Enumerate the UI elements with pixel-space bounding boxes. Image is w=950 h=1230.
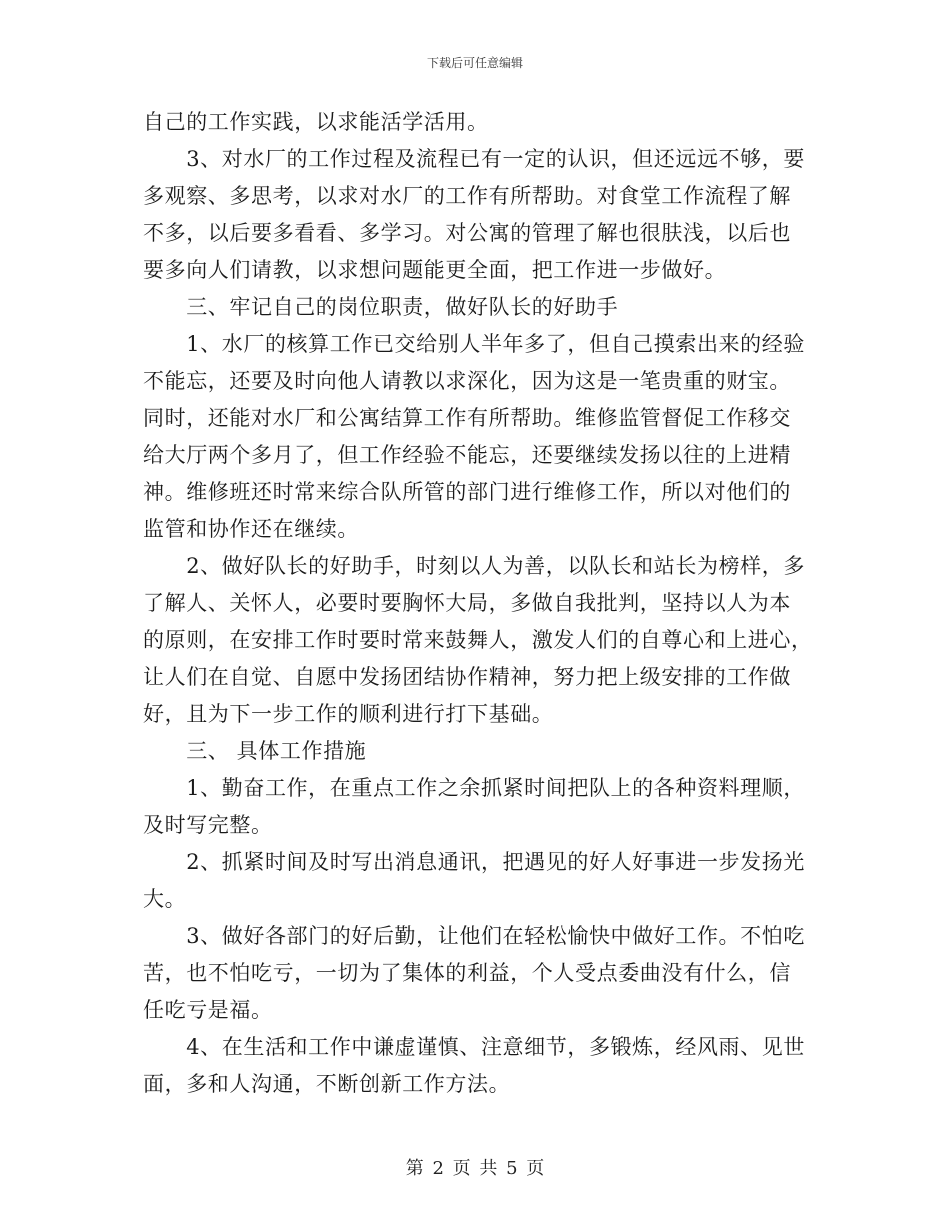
section-heading: 三、 具体工作措施 <box>143 739 367 763</box>
text-line: 好，且为下一步工作的顺利进行打下基础。 <box>143 702 554 726</box>
text-line: 1、水厂的核算工作已交给别人半年多了，但自己摸索出来的经验 <box>143 332 805 356</box>
text-line: 不多，以后要多看看、多学习。对公寓的管理了解也很肤浅，以后也 <box>143 221 791 245</box>
page-header: 下载后可任意编辑 <box>426 56 523 70</box>
text-line: 4、在生活和工作中谦虚谨慎、注意细节，多锻炼，经风雨、见世 <box>143 1035 805 1059</box>
document-body <box>143 104 813 1103</box>
text-line: 神。维修班还时常来综合队所管的部门进行维修工作，所以对他们的 <box>143 480 791 504</box>
text-line: 2、做好队长的好助手，时刻以人为善，以队长和站长为榜样，多 <box>143 554 805 578</box>
text-line: 不能忘，还要及时向他人请教以求深化，因为这是一笔贵重的财宝。 <box>143 369 791 393</box>
page-number-footer: 第 2 页 共 5 页 <box>405 1158 545 1179</box>
text-line: 要多向人们请教，以求想问题能更全面，把工作进一步做好。 <box>143 258 727 282</box>
text-line: 监管和协作还在继续。 <box>143 517 359 541</box>
text-line: 苦，也不怕吃亏，一切为了集体的利益，个人受点委曲没有什么，信 <box>143 961 791 985</box>
text-line: 大。 <box>143 887 187 911</box>
text-line: 多观察、多思考，以求对水厂的工作有所帮助。对食堂工作流程了解 <box>143 184 791 208</box>
text-line: 任吃亏是福。 <box>143 998 273 1022</box>
text-line: 让人们在自觉、自愿中发扬团结协作精神，努力把上级安排的工作做 <box>143 665 791 689</box>
section-heading: 三、牢记自己的岗位职责，做好队长的好助手 <box>143 295 619 319</box>
text-line: 自己的工作实践，以求能活学活用。 <box>143 110 489 134</box>
text-line: 3、对水厂的工作过程及流程已有一定的认识，但还远远不够，要 <box>143 147 805 171</box>
text-line: 面，多和人沟通，不断创新工作方法。 <box>143 1072 511 1096</box>
text-line: 了解人、关怀人，必要时要胸怀大局，多做自我批判，坚持以人为本 <box>143 591 791 615</box>
text-line: 3、做好各部门的好后勤，让他们在轻松愉快中做好工作。不怕吃 <box>143 924 805 948</box>
text-line: 给大厅两个多月了，但工作经验不能忘，还要继续发扬以往的上进精 <box>143 443 791 467</box>
text-line: 的原则，在安排工作时要时常来鼓舞人，激发人们的自尊心和上进心， <box>143 628 813 652</box>
text-line: 2、抓紧时间及时写出消息通讯，把遇见的好人好事进一步发扬光 <box>143 850 805 874</box>
text-line: 同时，还能对水厂和公寓结算工作有所帮助。维修监管督促工作移交 <box>143 406 791 430</box>
text-line: 及时写完整。 <box>143 813 273 837</box>
text-line: 1、勤奋工作，在重点工作之余抓紧时间把队上的各种资料理顺， <box>143 776 805 800</box>
